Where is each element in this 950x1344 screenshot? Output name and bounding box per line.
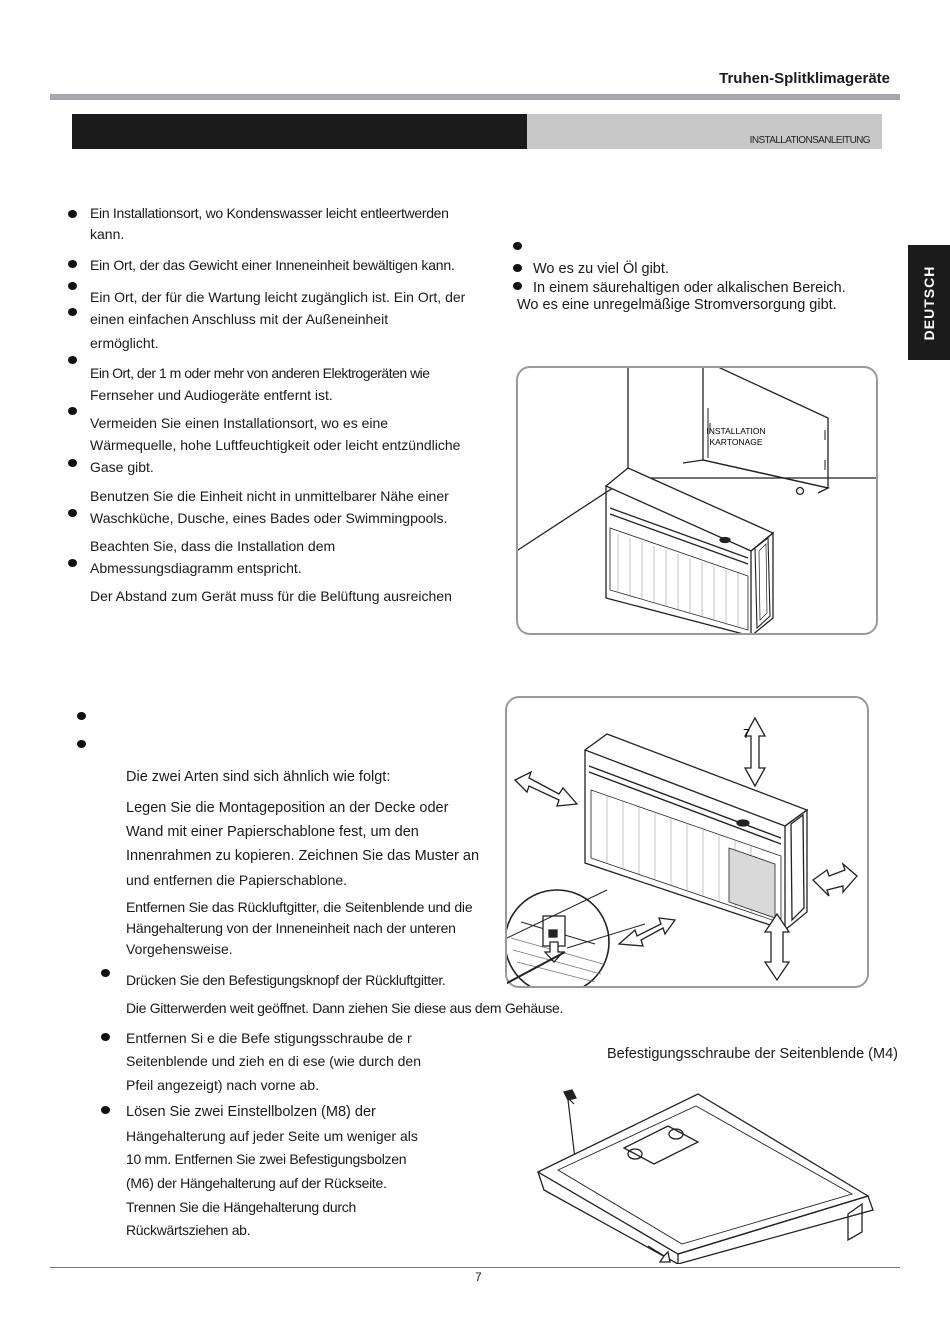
- side-panel-screw-illustration: [528, 1064, 900, 1264]
- bullet-icon: [68, 282, 77, 290]
- footer-rule: [50, 1267, 900, 1268]
- bullet-icon: [68, 210, 77, 218]
- paragraph-line: Die zwei Arten sind sich ähnlich wie folgt:: [126, 769, 391, 785]
- list-item: Gase gibt.: [90, 459, 154, 475]
- bullet-icon: [513, 242, 522, 250]
- bullet-icon: [513, 282, 522, 290]
- paragraph-line: Wand mit einer Papierschablone fest, um den: [126, 824, 419, 840]
- paragraph-line: Hängehalterung auf jeder Seite um weniger als: [126, 1128, 418, 1144]
- installation-figure: [516, 366, 878, 635]
- list-item: kann.: [90, 226, 125, 242]
- clearance-label: 7: [743, 726, 751, 741]
- paragraph-line: Legen Sie die Montageposition an der Decke oder: [126, 800, 449, 816]
- page-number: 7: [475, 1270, 482, 1284]
- paragraph-line: Innenrahmen zu kopieren. Zeichnen Sie das Muster an: [126, 848, 480, 864]
- paragraph-line: Vorgehensweise.: [126, 941, 233, 957]
- paragraph-line: Entfernen Sie das Rückluftgitter, die Seitenblende und die: [126, 899, 473, 915]
- list-item: Der Abstand zum Gerät muss für die Belüftung ausreichen: [90, 588, 452, 604]
- bullet-icon: [513, 264, 522, 272]
- list-item: Beachten Sie, dass die Installation dem: [90, 538, 336, 554]
- indoor-unit-wall-illustration: [518, 368, 876, 633]
- bullet-icon: [101, 1033, 110, 1041]
- list-item: Ein Ort, der das Gewicht einer Inneneinheit bewältigen kann.: [90, 257, 455, 273]
- list-item: Benutzen Sie die Einheit nicht in unmittelbarer Nähe einer: [90, 488, 449, 504]
- list-item: Wo es zu viel Öl gibt.: [533, 261, 669, 277]
- figure-label: KARTONAGE: [709, 437, 763, 447]
- paragraph-line: Hängehalterung von der Inneneinheit nach der unteren: [126, 920, 456, 936]
- paragraph-line: Trennen Sie die Hängehalterung durch: [126, 1199, 356, 1215]
- list-item: In einem säurehaltigen oder alkalischen Bereich.: [533, 280, 846, 296]
- clearance-figure: [505, 696, 869, 988]
- paragraph-line: Die Gitterwerden weit geöffnet. Dann ziehen Sie diese aus dem Gehäuse.: [126, 1000, 564, 1016]
- list-item: Ein Installationsort, wo Kondenswasser leicht entleertwerden: [90, 205, 449, 221]
- paragraph-line: Lösen Sie zwei Einstellbolzen (M8) der: [126, 1104, 376, 1120]
- language-tab: [908, 245, 950, 360]
- list-item: Wo es eine unregelmäßige Stromversorgung gibt.: [517, 297, 837, 313]
- figure-label: INSTALLATION: [706, 426, 766, 436]
- list-item: Waschküche, Dusche, eines Bades oder Swimmingpools.: [90, 510, 448, 526]
- bullet-icon: [68, 559, 77, 567]
- bullet-icon: [68, 509, 77, 517]
- list-item: Abmessungsdiagramm entspricht.: [90, 560, 302, 576]
- list-item: Ein Ort, der 1 m oder mehr von anderen Elektrogeräten wie: [90, 365, 430, 381]
- paragraph-line: Entfernen Si e die Befe stigungsschraube de r: [126, 1030, 412, 1046]
- bullet-icon: [68, 459, 77, 467]
- header-rule: [50, 94, 900, 100]
- indoor-unit-clearance-illustration: [507, 698, 867, 986]
- paragraph-line: (M6) der Hängehalterung auf der Rückseite.: [126, 1175, 387, 1191]
- section-label: INSTALLATIONSANLEITUNG: [749, 135, 870, 146]
- section-bar: [72, 114, 527, 149]
- paragraph-line: Pfeil angezeigt) nach vorne ab.: [126, 1077, 320, 1093]
- list-item: Fernseher und Audiogeräte entfernt ist.: [90, 387, 333, 403]
- list-item: ermöglicht.: [90, 335, 159, 351]
- paragraph-line: und entfernen die Papierschablone.: [126, 872, 348, 888]
- bullet-icon: [77, 740, 86, 748]
- document-title: Truhen-Splitklimageräte: [719, 70, 890, 87]
- bullet-icon: [68, 308, 77, 316]
- paragraph-line: Rückwärtsziehen ab.: [126, 1222, 251, 1238]
- bullet-icon: [77, 712, 86, 720]
- paragraph-line: Drücken Sie den Befestigungsknopf der Rückluftgitter.: [126, 972, 446, 988]
- bullet-icon: [68, 356, 77, 364]
- bullet-icon: [68, 407, 77, 415]
- figure-caption: Befestigungsschraube der Seitenblende (M4): [607, 1046, 898, 1062]
- paragraph-line: Seitenblende und zieh en di ese (wie durch den: [126, 1053, 421, 1069]
- list-item: einen einfachen Anschluss mit der Außeneinheit: [90, 311, 389, 327]
- bullet-icon: [101, 1106, 110, 1114]
- language-tab-label: DEUTSCH: [921, 265, 937, 340]
- bullet-icon: [101, 969, 110, 977]
- section-label-bar: [527, 114, 882, 149]
- bullet-icon: [68, 260, 77, 268]
- list-item: Ein Ort, der für die Wartung leicht zugänglich ist. Ein Ort, der: [90, 289, 466, 305]
- list-item: Vermeiden Sie einen Installationsort, wo es eine: [90, 415, 389, 431]
- paragraph-line: 10 mm. Entfernen Sie zwei Befestigungsbolzen: [126, 1151, 407, 1167]
- list-item: Wärmequelle, hohe Luftfeuchtigkeit oder leicht entzündliche: [90, 437, 461, 453]
